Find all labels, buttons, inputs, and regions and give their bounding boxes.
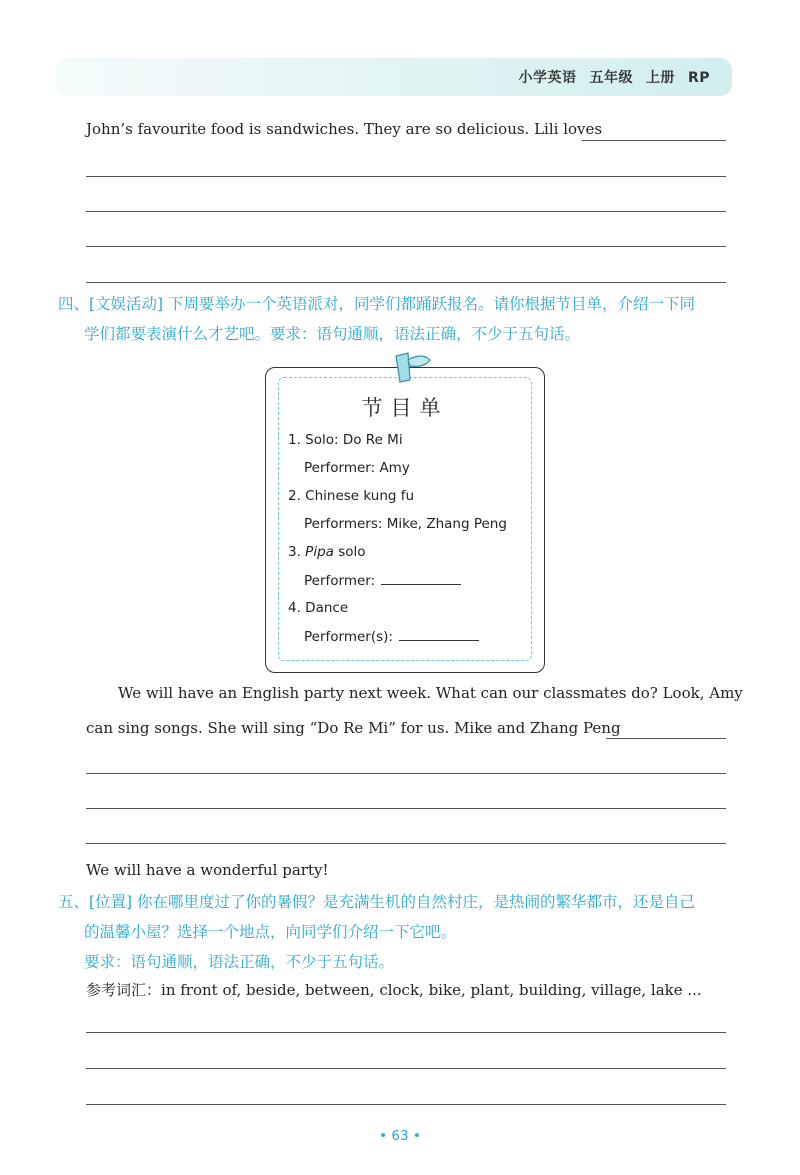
answer-line[interactable] xyxy=(86,211,726,212)
program-item-3-performer-label: Performer: xyxy=(304,573,376,589)
program-item-3-italic: Pipa xyxy=(305,544,334,560)
section4-passage-line1: We will have an English party next week. What can our classmates do? Look, Amy xyxy=(118,684,743,702)
program-item-4-performer xyxy=(304,628,479,645)
header-text xyxy=(505,67,710,87)
performer-blank[interactable] xyxy=(399,628,479,641)
program-item-4: 4. Dance xyxy=(288,600,349,616)
section4-closing: We will have a wonderful party! xyxy=(86,861,329,879)
header-grade: 五年级 xyxy=(589,70,633,86)
program-item-2: 2. Chinese kung fu xyxy=(288,488,415,504)
header-bar xyxy=(56,58,732,96)
answer-line[interactable] xyxy=(86,1032,726,1033)
program-item-3-suffix: solo xyxy=(333,544,366,560)
answer-line[interactable] xyxy=(86,176,726,177)
section4-prompt-line2: 学们都要表演什么才艺吧。要求：语句通顺，语法正确，不少于五句话。 xyxy=(84,325,581,343)
header-edition: RP xyxy=(687,70,710,86)
program-item-3-performer xyxy=(304,572,461,589)
program-item-4-performer-label: Performer(s): xyxy=(304,629,393,645)
answer-line[interactable] xyxy=(86,282,726,283)
performer-blank[interactable] xyxy=(381,572,461,585)
program-item-3 xyxy=(288,544,366,560)
header-subject: 小学英语 xyxy=(518,70,577,86)
section5-vocab-label: 参考词汇： xyxy=(86,981,162,999)
program-card-title: 节目单 xyxy=(361,396,449,420)
paper-clip-icon xyxy=(392,350,436,386)
program-item-2-performer: Performers: Mike, Zhang Peng xyxy=(304,516,507,532)
program-item-1: 1. Solo: Do Re Mi xyxy=(288,432,403,448)
program-item-3-prefix: 3. xyxy=(288,544,306,560)
program-item-1-performer: Performer: Amy xyxy=(304,460,410,476)
answer-line[interactable] xyxy=(86,808,726,809)
answer-line[interactable] xyxy=(86,1104,726,1105)
answer-line[interactable] xyxy=(606,738,726,739)
section5-vocab xyxy=(86,979,702,1000)
section5-vocab-list: in front of, beside, between, clock, bike, plant, building, village, lake ... xyxy=(161,981,702,999)
section4-passage-line2: can sing songs. She will sing “Do Re Mi” for us. Mike and Zhang Peng xyxy=(86,719,621,737)
header-volume: 上册 xyxy=(645,70,675,86)
section4-prompt-line1: 四、[文娱活动] 下周要举办一个英语派对，同学们都踊跃报名。请你根据节目单，介绍一下同 xyxy=(58,295,696,313)
page-number: • 63 • xyxy=(379,1128,421,1144)
answer-line[interactable] xyxy=(86,843,726,844)
section5-prompt-line2: 的温馨小屋？选择一个地点，向同学们介绍一下它吧。 xyxy=(84,923,457,941)
section5-requirement: 要求：语句通顺，语法正确，不少于五句话。 xyxy=(84,953,395,971)
answer-line[interactable] xyxy=(582,140,726,141)
answer-line[interactable] xyxy=(86,773,726,774)
answer-line[interactable] xyxy=(86,1068,726,1069)
section3-continuation: John’s favourite food is sandwiches. They are so delicious. Lili loves xyxy=(86,120,603,138)
section5-prompt-line1: 五、[位置] 你在哪里度过了你的暑假？是充满生机的自然村庄，是热闹的繁华都市，还是自己 xyxy=(58,893,696,911)
answer-line[interactable] xyxy=(86,246,726,247)
